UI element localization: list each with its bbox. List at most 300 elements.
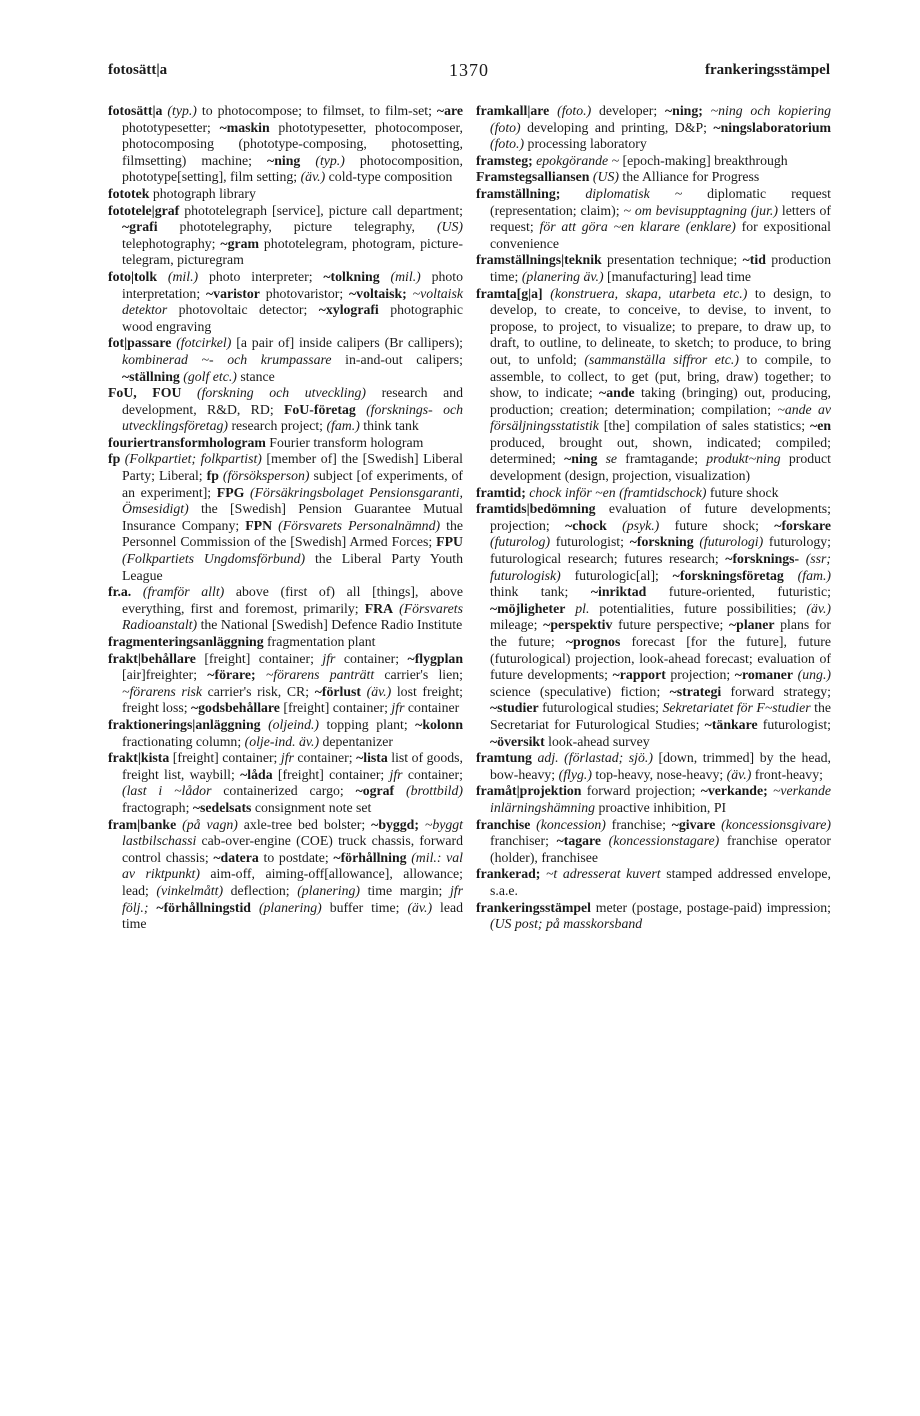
label-text: jfr följ.; — [122, 882, 463, 915]
headword-text: ~förare; — [207, 667, 256, 683]
definition-text: presentation technique; — [601, 252, 743, 268]
dictionary-entry-fotpassare — [108, 335, 463, 385]
label-text: (fam.) — [326, 418, 360, 434]
label-text: (Försäkringsbolaget Pensionsgaranti, Ömsesidigt) — [122, 484, 463, 517]
definition-text: science (speculative) fiction; — [490, 683, 670, 699]
headword-text: framsteg; — [476, 152, 533, 168]
definition-text: the Personnel Commission of the [Swedish] Armed Forces; — [122, 517, 463, 550]
definition-text: cab-over-engine (COE) truck chassis, forward control chassis; — [122, 833, 463, 865]
definition-text: container; — [293, 750, 357, 766]
definition-text: letters of request; — [490, 202, 831, 235]
definition-text: lost freight; freight loss; — [122, 683, 464, 716]
headword-text: ~forsknings- — [725, 551, 800, 567]
definition-text: produced, brought out, shown, indicated; compiled; determined; — [490, 434, 831, 467]
definition-text — [549, 103, 557, 118]
definition-text — [181, 385, 197, 400]
definition-text: the Alliance for Progress — [618, 169, 760, 185]
headword-text: fp — [108, 451, 121, 467]
headword-text: ~forskare — [774, 517, 831, 533]
headword-text: ~chock — [565, 517, 607, 533]
definition-text: future-oriented, futuristic; — [646, 584, 831, 600]
definition-text: photographic wood engraving — [122, 302, 463, 334]
headword-text: frankeringsstämpel — [476, 899, 591, 915]
definition-text: [manufacturing] lead time — [603, 268, 752, 284]
label-text: (vinkelmått) — [156, 882, 224, 898]
label-text: (äv.) — [366, 683, 392, 699]
dictionary-entry-framkallare — [476, 103, 831, 153]
header-left-guideword: fotosätt|a — [108, 62, 168, 78]
label-text: ~ning och kopiering (foto) — [490, 103, 832, 135]
label-text: se — [605, 451, 618, 467]
headword-text: ~givare — [671, 816, 716, 832]
label-text: ~byggt lastbilschassi — [122, 816, 464, 849]
headword-text: FRA — [364, 600, 394, 616]
label-text: (Folkpartiets Ungdomsförbund) — [122, 551, 306, 567]
definition-text: list of goods, freight list, waybill; — [122, 750, 464, 782]
right-column — [476, 103, 831, 933]
label-text: (futurologi) — [699, 534, 764, 550]
definition-text: future shock — [706, 484, 779, 500]
definition-text: Fourier transform hologram — [265, 434, 424, 450]
headword-text: fragmenteringsanläggning — [108, 634, 264, 649]
headword-text: ~tagare — [556, 833, 602, 849]
label-text: ~förarens panträtt — [265, 667, 375, 683]
headword-text: fp — [206, 468, 219, 484]
page-header — [108, 62, 830, 88]
headword-text: ~ställning — [122, 368, 180, 384]
label-text: (ung.) — [797, 667, 831, 683]
definition-text: containerized cargo; — [211, 783, 356, 799]
definition-text: franchise; — [605, 816, 672, 832]
definition-text — [703, 103, 711, 118]
definition-text: [freight] container; — [272, 766, 390, 782]
definition-text: depentanizer — [319, 733, 393, 749]
label-text: (forskning och utveckling) — [196, 385, 367, 401]
definition-text: for expositional convenience — [490, 219, 831, 251]
definition-text: the Secretariat for Futurological Studies; — [490, 700, 831, 732]
label-text: (koncession) — [536, 816, 606, 832]
label-text: (planering) — [258, 899, 322, 915]
definition-text: cold-type composition — [325, 169, 453, 185]
definition-text: phototypesetter; — [122, 119, 220, 135]
headword-text: ~ograf — [355, 783, 395, 799]
definition-text — [607, 518, 622, 533]
label-text: ~ande av försäljningsstatistik — [490, 401, 831, 434]
dictionary-entry-framtaga — [476, 286, 831, 485]
headword-text: ~flygplan — [407, 650, 463, 666]
headword-text: ~ande — [599, 385, 635, 401]
definition-text: look-ahead survey — [544, 733, 650, 749]
label-text: jfr — [389, 766, 403, 782]
headword-text: ~låda — [240, 766, 273, 782]
dictionary-entry-framtidsbedomning — [476, 501, 831, 750]
headword-text: ~perspektiv — [543, 617, 613, 633]
definition-text: container — [404, 700, 460, 716]
label-text: (mil.) — [390, 268, 421, 284]
dictionary-entry-fra — [108, 584, 463, 634]
definition-text: franchiser; — [490, 833, 557, 849]
headword-text: FPU — [436, 534, 463, 550]
label-text: (framför allt) — [142, 584, 225, 600]
headword-text: ~ningslaboratorium — [713, 119, 831, 135]
headword-text: framställning; — [476, 185, 561, 201]
dictionary-entry-fraktionering — [108, 717, 463, 750]
headword-text: ~voltaisk; — [349, 285, 407, 301]
headword-text: ~tänkare — [704, 716, 758, 732]
definition-text: taking (bringing) out, producing, production; creation; determination; compilation; — [490, 385, 831, 417]
definition-text — [300, 153, 315, 168]
definition-text: photograph library — [149, 185, 256, 201]
headword-text: ~inriktad — [590, 584, 647, 600]
definition-text: topping plant; — [319, 716, 416, 732]
headword-text: FoU, FOU — [108, 385, 182, 401]
label-text: (äv.) — [726, 766, 752, 782]
headword-text: ~lista — [356, 750, 388, 766]
dictionary-entry-fototek — [108, 186, 463, 203]
definition-text: framtagande; — [617, 451, 707, 467]
label-text: (foto.) — [557, 103, 592, 118]
definition-text: aim-off, aiming-off[allowance], allowance; lead; — [122, 866, 463, 898]
definition-text: futurologist; — [757, 716, 831, 732]
definition-text: future perspective; — [612, 617, 729, 633]
definition-text — [261, 717, 269, 732]
definition-text: [the] compilation of sales statistics; — [598, 418, 811, 434]
label-text: chock inför ~en (framtidschock) — [529, 484, 707, 500]
definition-text: research and development, R&D, RD; — [122, 385, 463, 417]
label-text: (olje-ind. äv.) — [244, 733, 320, 749]
headword-text: ~datera — [213, 849, 259, 865]
label-text: (Försvarets Radioanstalt) — [122, 600, 464, 633]
label-text: (Folkpartiet; folkpartist) — [124, 451, 262, 467]
label-text: (försöksperson) — [222, 468, 310, 484]
definition-text: forward strategy; — [721, 683, 831, 699]
headword-text: ~studier — [490, 700, 539, 716]
headword-text: FPN — [245, 517, 273, 533]
definition-text: phototypesetter, photocomposer, photocomposing (phototype-composing, photosetting, filmsetting) machine; — [122, 119, 463, 168]
definition-text: stamped addressed envelope, s.a.e. — [490, 866, 831, 898]
label-text: (futurolog) — [490, 534, 551, 550]
label-text: ~voltaisk detektor — [122, 285, 464, 318]
definition-text: [air]freighter; — [122, 667, 208, 683]
definition-text — [131, 584, 143, 599]
definition-text: buffer time; — [321, 899, 408, 915]
label-text: (foto.) — [490, 136, 525, 152]
label-text: (fotcirkel) — [176, 335, 232, 351]
label-text: (konstruera, skapa, utarbeta etc.) — [550, 285, 748, 301]
headword-text: ~maskin — [219, 119, 270, 135]
dictionary-entry-framsteg — [476, 153, 831, 170]
definition-text: futurologic[al]; — [560, 567, 673, 583]
headword-text: Framstegsalliansen — [476, 169, 590, 185]
dictionary-entry-framtung — [476, 750, 831, 783]
headword-text: ~ning; — [665, 103, 703, 118]
definition-text: proactive inhibition, PI — [595, 799, 727, 815]
headword-text: ~en — [810, 418, 831, 434]
headword-text: frakt|kista — [108, 750, 170, 766]
headword-text: ~romaner — [734, 667, 794, 683]
header-right-guideword: frankeringsstämpel — [705, 62, 830, 78]
definition-text — [601, 833, 609, 848]
definition-text: photovoltaic detector; — [167, 302, 319, 318]
definition-text: to photocompose; to filmset, to film-set; — [196, 103, 437, 118]
headword-text: ~prognos — [565, 634, 621, 649]
definition-text: to postdate; — [258, 849, 334, 865]
label-text: ~ om bevisupptagning (jur.) — [623, 202, 778, 218]
label-text: (US) — [592, 169, 619, 185]
definition-text: [freight] container; — [195, 650, 323, 666]
label-text: (mil.) — [167, 268, 199, 284]
label-text: (forsknings- och utvecklingsföretag) — [122, 401, 463, 434]
headword-text: ~byggd; — [371, 816, 419, 832]
definition-text: franchise operator (holder), franchisee — [490, 833, 832, 865]
label-text: epokgörande ~ — [536, 152, 620, 168]
headword-text: FoU-företag — [283, 401, 356, 417]
left-column — [108, 103, 463, 933]
dictionary-entry-frambanke — [108, 817, 463, 933]
headword-text: ~varistor — [206, 285, 260, 301]
headword-text: ~forskningsföretag — [672, 567, 784, 583]
label-text: (last i ~lådor — [122, 783, 212, 799]
label-text: för att göra ~en klarare (enklare) — [539, 219, 736, 235]
headword-text: fraktionerings|anläggning — [108, 716, 261, 732]
definition-text: research project; — [228, 418, 327, 434]
headword-text: ~verkande; — [700, 783, 768, 799]
definition-text: photocomposition, phototype[setting], film setting; — [122, 152, 463, 185]
label-text: (äv.) — [806, 600, 831, 616]
label-text: adj. (förlastad; sjö.) — [537, 750, 653, 766]
headword-text: ~are — [436, 103, 463, 118]
label-text: (US post; på masskorsband — [490, 916, 643, 932]
headword-text: ~planer — [728, 617, 775, 633]
headword-text: ~kolonn — [415, 716, 463, 732]
headword-text: framtid; — [476, 484, 526, 500]
headword-text: framtids|bedömning — [476, 501, 596, 517]
definition-text: evaluation of future developments; projection; — [490, 501, 831, 533]
definition-text — [565, 601, 575, 616]
label-text: Sekretariatet för F~studier — [662, 700, 811, 716]
headword-text: ~rapport — [612, 667, 666, 683]
label-text: jfr — [280, 750, 294, 766]
headword-text: ~tolkning — [323, 268, 380, 284]
headword-text: fototele|graf — [108, 202, 180, 218]
label-text: (fam.) — [797, 567, 831, 583]
definition-text: subject [of experiments, of an experiment]; — [122, 468, 463, 500]
headword-text: ~förlust — [314, 683, 361, 699]
definition-text: [freight] container; — [169, 750, 281, 766]
definition-text: futurologist; — [550, 534, 630, 550]
headword-text: ~grafi — [122, 219, 158, 235]
headword-text: framta[g|a] — [476, 285, 543, 301]
headword-text: framtung — [476, 750, 532, 766]
headword-text: FPG — [216, 484, 245, 500]
label-text: (ssr; futurologisk) — [490, 551, 831, 583]
headword-text: ~möjligheter — [490, 600, 566, 616]
definition-text: phototelegram, photogram, picture-telegram, picturegram — [122, 235, 463, 268]
definition-text: [down, trimmed] by the head, bow-heavy; — [490, 750, 831, 782]
dictionary-entry-fotosatta — [108, 103, 463, 186]
headword-text: frankerad; — [476, 866, 541, 882]
definition-text — [256, 667, 266, 682]
headword-text: fr.a. — [108, 584, 132, 600]
headword-text: foto|tolk — [108, 268, 158, 284]
dictionary-entry-fourier — [108, 435, 463, 452]
definition-text: stance — [236, 368, 275, 384]
definition-text: top-heavy, nose-heavy; — [591, 766, 727, 782]
label-text: (US) — [436, 219, 463, 235]
definition-text: meter (postage, postage-paid) impression; — [590, 899, 831, 915]
label-text: ~verkande inlärningshämning — [490, 783, 831, 815]
definition-text: front-heavy; — [751, 766, 823, 782]
label-text: (mil.: val av riktpunkt) — [122, 849, 463, 882]
label-text: kombinerad ~- och krumpassare — [122, 351, 332, 367]
dictionary-entry-fototolk — [108, 269, 463, 335]
dictionary-entry-framstallningsteknik — [476, 252, 831, 285]
dictionary-entry-framstegsalliansen — [476, 169, 831, 186]
label-text: (flyg.) — [558, 766, 592, 782]
headword-text: ~förhållning — [333, 849, 407, 865]
dictionary-entry-frankeringsstampel — [476, 900, 831, 933]
headword-text: fouriertransformhologram — [108, 434, 266, 450]
definition-text: phototelegraph [service], picture call department; — [179, 202, 463, 218]
definition-text — [597, 451, 605, 466]
definition-text: axle-tree bed bolster; — [237, 816, 372, 832]
definition-text: phototelegraphy, picture telegraphy, — [157, 219, 437, 235]
headword-text: ~ning — [267, 152, 301, 168]
definition-text: future shock; — [659, 517, 775, 533]
definition-text: photovaristor; — [259, 285, 349, 301]
definition-text: think tank; — [490, 584, 591, 600]
headword-text: fototek — [108, 185, 150, 201]
headword-text: ~strategi — [669, 683, 722, 699]
label-text: (planering) — [297, 882, 361, 898]
label-text: (äv.) — [407, 899, 433, 915]
definition-text: carrier's risk, CR; — [202, 683, 315, 699]
dictionary-entry-fou — [108, 385, 463, 435]
label-text: (äv.) — [300, 169, 326, 185]
definition-text: to compile, to assemble, to collect, to get (put, bring, draw) together; to show, to indicate; — [490, 351, 831, 401]
headword-text: ~sedelsats — [192, 799, 252, 815]
headword-text: framkall|are — [476, 103, 550, 118]
headword-text: ~ning — [564, 451, 598, 467]
dictionary-entry-fraktbehallare — [108, 651, 463, 717]
dictionary-entry-franchise — [476, 817, 831, 867]
definition-text: photo interpretation; — [122, 268, 464, 301]
definition-text: telephotography; — [122, 235, 221, 251]
headword-text: franchise — [476, 816, 531, 832]
definition-text: photo interpreter; — [198, 268, 324, 284]
definition-text: developer; — [591, 103, 665, 118]
headword-text: ~forskning — [629, 534, 694, 550]
headword-text: ~godsbehållare — [190, 700, 280, 716]
headword-text: ~översikt — [490, 733, 545, 749]
headword-text: ~tid — [742, 252, 766, 268]
definition-text: container; — [335, 650, 408, 666]
headword-text: fot|passare — [108, 335, 172, 351]
headword-text: fram|banke — [108, 816, 177, 832]
label-text: (på vagn) — [182, 816, 238, 832]
definition-text: time margin; — [360, 882, 450, 898]
definition-text: deflection; — [223, 882, 298, 898]
definition-text: the Liberal Party Youth League — [122, 551, 463, 583]
label-text: (planering äv.) — [521, 268, 604, 284]
definition-text: the National [Swedish] Defence Radio Institute — [197, 617, 463, 633]
definition-text: in-and-out calipers; — [331, 351, 463, 367]
definition-text: potentialities, future possibilities; — [589, 600, 807, 616]
label-text: (koncessionstagare) — [608, 833, 720, 849]
definition-text: think tank — [359, 418, 419, 434]
dictionary-entry-fp — [108, 451, 463, 584]
definition-text: developing and printing, D&P; — [520, 119, 714, 135]
definition-text — [394, 783, 406, 798]
definition-text: lead time — [122, 899, 464, 932]
label-text: diplomatisk ~ — [585, 185, 683, 201]
definition-text: plans for the future; — [490, 617, 831, 649]
headword-text: ~xylografi — [318, 302, 379, 318]
headword-text: framställnings|teknik — [476, 252, 602, 268]
dictionary-entry-fraktkista — [108, 750, 463, 816]
definition-text — [784, 568, 798, 583]
definition-text — [356, 402, 366, 417]
definition-text: carrier's lien; — [374, 667, 463, 683]
label-text: (psyk.) — [622, 517, 660, 533]
definition-text: production time; — [490, 252, 831, 284]
dictionary-entry-fragmentering — [108, 634, 463, 651]
dictionary-entry-framatprojektion — [476, 783, 831, 816]
definition-text: forward projection; — [581, 783, 701, 799]
definition-text: projection; — [665, 667, 735, 683]
definition-text: product development (design, projection, visualization) — [490, 451, 831, 484]
definition-text: container; — [402, 766, 463, 782]
dictionary-entry-frankerad — [476, 866, 831, 899]
label-text: jfr — [322, 650, 336, 666]
definition-text: processing laboratory — [524, 136, 647, 152]
definition-text: mileage; — [490, 617, 544, 633]
label-text: (oljeind.) — [268, 716, 320, 732]
label-text: pl. — [575, 600, 590, 616]
dictionary-entry-framstallning — [476, 186, 831, 252]
label-text: (brottbild) — [406, 783, 463, 799]
label-text: (koncessionsgivare) — [721, 816, 832, 832]
definition-text: fractionating column; — [122, 733, 245, 749]
definition-text: diplomatic request (representation; claim); — [490, 185, 831, 218]
label-text: produkt~ning — [706, 451, 781, 467]
label-text: (typ.) — [167, 103, 197, 118]
definition-text: forecast [for the future], future (futurological) projection, look-ahead forecast; evaluation of future developments; — [490, 634, 832, 683]
label-text: (Försvarets Personalnämnd) — [278, 517, 441, 533]
definition-text: [epoch-making] breakthrough — [619, 152, 788, 168]
definition-text — [560, 186, 585, 201]
definition-text: [a pair of] inside calipers (Br callipers); — [231, 335, 463, 351]
definition-text — [380, 269, 391, 284]
headword-text: ~förhållningstid — [156, 899, 251, 915]
label-text: ~förarens risk — [122, 683, 203, 699]
definition-text: futurology; futurological research; futures research; — [490, 534, 831, 567]
definition-text: above (first of) all [things], above everything, first and foremost, primarily; — [122, 584, 464, 616]
headword-text: fotosätt|a — [108, 103, 163, 118]
dictionary-entry-fototelegraf — [108, 203, 463, 269]
definition-text — [251, 900, 259, 915]
headword-text: ~gram — [220, 235, 259, 251]
label-text: ~t adresserat kuvert — [545, 866, 661, 882]
page-number: 1370 — [449, 60, 489, 80]
label-text: (typ.) — [315, 152, 345, 168]
definition-text: [member of] the [Swedish] Liberal Party; Liberal; — [122, 451, 463, 484]
headword-text: framåt|projektion — [476, 783, 582, 799]
dictionary-entry-framtid — [476, 485, 831, 502]
label-text: jfr — [391, 700, 405, 716]
definition-text: the [Swedish] Pension Guarantee Mutual Insurance Company; — [122, 501, 463, 533]
definition-text — [157, 269, 168, 284]
